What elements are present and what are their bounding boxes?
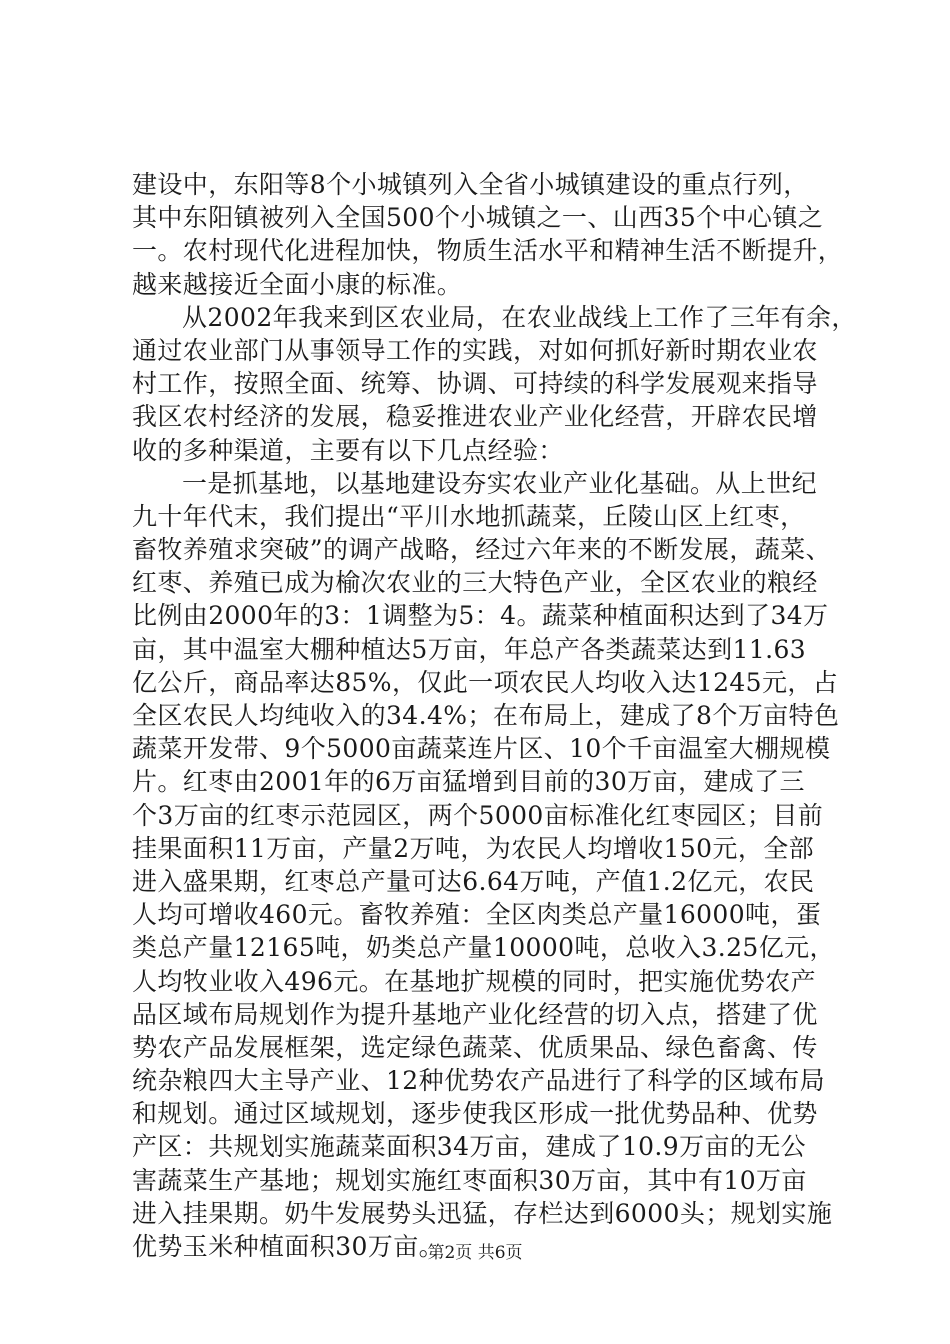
text-line: 进入盛果期，红枣总产量可达6.64万吨，产值1.2亿元，农民 bbox=[132, 866, 815, 896]
text-line: 一是抓基地，以基地建设夯实农业产业化基础。从上世纪 bbox=[182, 468, 818, 498]
text-line: 红枣、养殖已成为榆次农业的三大特色产业，全区农业的粮经 bbox=[132, 568, 818, 598]
text-line: 蔬菜开发带、9个5000亩蔬菜连片区、10个千亩温室大棚规模 bbox=[132, 734, 831, 764]
text-line: 人均可增收460元。畜牧养殖：全区肉类总产量16000吨，蛋 bbox=[132, 900, 822, 930]
text-line: 统杂粮四大主导产业、12种优势农产品进行了科学的区域布局 bbox=[132, 1066, 826, 1096]
text-line: 村工作，按照全面、统筹、协调、可持续的科学发展观来指导 bbox=[132, 369, 818, 399]
text-line: 比例由2000年的3：1调整为5：4。蔬菜种植面积达到了34万 bbox=[132, 601, 829, 631]
text-line: 一。农村现代化进程加快，物质生活水平和精神生活不断提升， bbox=[132, 236, 844, 266]
text-line: 片。红枣由2001年的6万亩猛增到目前的30万亩，建成了三 bbox=[132, 767, 805, 797]
document-body bbox=[132, 168, 857, 1263]
text-line: 我区农村经济的发展，稳妥推进农业产业化经营，开辟农民增 bbox=[132, 402, 818, 432]
text-line: 和规划。通过区域规划，逐步使我区形成一批优势品种、优势 bbox=[132, 1099, 818, 1129]
text-line: 个3万亩的红枣示范园区，两个5000亩标准化红枣园区；目前 bbox=[132, 800, 824, 830]
text-line: 人均牧业收入496元。在基地扩规模的同时，把实施优势农产 bbox=[132, 966, 816, 996]
text-line: 亩，其中温室大棚种植达5万亩，年总产各类蔬菜达到11.63 bbox=[132, 634, 807, 664]
text-line: 进入挂果期。奶牛发展势头迅猛，存栏达到6000头；规划实施 bbox=[132, 1198, 833, 1228]
paragraph-3 bbox=[132, 467, 840, 1264]
page-footer bbox=[0, 1241, 950, 1265]
text-line: 建设中，东阳等8个小城镇列入全省小城镇建设的重点行列， bbox=[132, 170, 809, 199]
text-line: 优势玉米种植面积30万亩。 bbox=[132, 1232, 445, 1261]
page-number-label: 第2页 共6页 bbox=[427, 1243, 523, 1263]
paragraph-1 bbox=[132, 168, 844, 301]
text-line: 九十年代末，我们提出“平川水地抓蔬菜，丘陵山区上红枣， bbox=[132, 501, 806, 531]
paragraph-2 bbox=[132, 301, 857, 467]
text-line: 势农产品发展框架，选定绿色蔬菜、优质果品、绿色畜禽、传 bbox=[132, 1032, 818, 1062]
text-line: 亿公斤，商品率达85%，仅此一项农民人均收入达1245元，占 bbox=[132, 667, 839, 697]
text-line: 品区域布局规划作为提升基地产业化经营的切入点，搭建了优 bbox=[132, 999, 818, 1029]
text-line: 收的多种渠道，主要有以下几点经验： bbox=[132, 435, 564, 465]
text-line: 产区：共规划实施蔬菜面积34万亩，建成了10.9万亩的无公 bbox=[132, 1132, 807, 1162]
text-line: 越来越接近全面小康的标准。 bbox=[132, 269, 463, 299]
text-line: 畜牧养殖求突破”的调产战略，经过六年来的不断发展，蔬菜、 bbox=[132, 535, 831, 565]
text-line: 通过农业部门从事领导工作的实践，对如何抓好新时期农业农 bbox=[132, 335, 818, 365]
text-line: 害蔬菜生产基地；规划实施红枣面积30万亩，其中有10万亩 bbox=[132, 1165, 807, 1195]
text-line: 类总产量12165吨，奶类总产量10000吨，总收入3.25亿元， bbox=[132, 933, 835, 963]
text-line: 全区农民人均纯收入的34.4%；在布局上，建成了8个万亩特色 bbox=[132, 701, 840, 730]
text-line: 从2002年我来到区农业局，在农业战线上工作了三年有余， bbox=[182, 302, 857, 332]
text-line: 其中东阳镇被列入全国500个小城镇之一、山西35个中心镇之 bbox=[132, 203, 824, 233]
text-line: 挂果面积11万亩，产量2万吨，为农民人均增收150元，全部 bbox=[132, 833, 815, 863]
